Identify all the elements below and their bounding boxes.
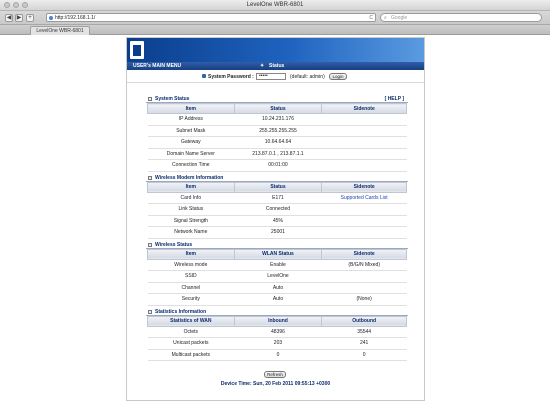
column-header: Sidenote — [322, 249, 407, 259]
item-cell: Security — [148, 294, 235, 306]
item-cell: IP Address — [148, 114, 235, 126]
login-button[interactable]: Login — [329, 73, 347, 80]
reload-icon[interactable]: C — [369, 15, 373, 21]
item-cell: Subnet Mask — [148, 125, 235, 137]
help-link[interactable]: [ HELP ] — [384, 96, 404, 102]
inbound-cell: 48396 — [234, 326, 322, 338]
item-cell: Octets — [148, 326, 235, 338]
table-row — [148, 259, 407, 271]
address-text: http://192.168.1.1/ — [55, 15, 96, 21]
wireless-status-table — [147, 249, 407, 306]
sidenote-cell — [322, 160, 407, 172]
supported-cards-link[interactable]: Supported Cards List — [322, 192, 407, 204]
page-header-banner — [127, 38, 424, 62]
column-header: Sidenote — [322, 182, 407, 192]
sidenote-cell — [322, 227, 407, 239]
site-globe-icon — [49, 16, 53, 20]
tab-bar — [0, 25, 550, 35]
table-row — [148, 204, 407, 216]
item-cell: Link Status — [148, 204, 235, 216]
section-marker-icon — [148, 310, 152, 314]
inbound-cell: 0 — [234, 349, 322, 361]
search-field[interactable] — [380, 13, 542, 22]
outbound-cell: 241 — [322, 338, 407, 350]
device-time: Device Time: Sun, 20 Feb 2011 09:55:13 +0300 — [220, 381, 331, 387]
status-cell: 00:01:00 — [234, 160, 322, 172]
column-header: Outbound — [322, 316, 407, 326]
sidenote-cell — [322, 114, 407, 126]
column-header: Statistics of WAN — [148, 316, 235, 326]
page-title: Status — [269, 63, 285, 69]
key-icon — [202, 74, 206, 78]
item-cell: Domain Name Server — [148, 148, 235, 160]
sidenote-cell — [322, 148, 407, 160]
section-marker-icon — [148, 243, 152, 247]
sidenote-cell — [322, 204, 407, 216]
refresh-button[interactable]: Refresh — [264, 371, 286, 378]
password-hint: (default: admin) — [290, 74, 325, 80]
add-bookmark-button[interactable]: + — [26, 14, 34, 22]
sidenote-cell — [322, 125, 407, 137]
column-header: Item — [148, 249, 235, 259]
table-row — [148, 271, 407, 283]
window-title: LevelOne WBR-6801 — [246, 2, 304, 8]
search-icon: ⌕ — [384, 15, 387, 21]
statistics-header — [146, 308, 408, 316]
sidenote-cell — [322, 137, 407, 149]
table-row — [148, 349, 407, 361]
status-cell: 25001 — [234, 227, 322, 239]
column-header: Status — [234, 104, 322, 114]
status-content — [146, 93, 408, 361]
wireless-status-header — [146, 241, 408, 249]
status-cell: Enable — [234, 259, 322, 271]
status-cell: Auto — [234, 282, 322, 294]
table-row — [148, 326, 407, 338]
column-header: Item — [148, 104, 235, 114]
table-row — [148, 137, 407, 149]
browser-titlebar — [0, 0, 550, 11]
main-menu-bar — [127, 62, 424, 70]
back-button[interactable]: ◀ — [6, 15, 12, 21]
column-header: Item — [148, 182, 235, 192]
browser-toolbar — [0, 11, 550, 25]
address-bar[interactable] — [46, 13, 376, 22]
table-row — [148, 192, 407, 204]
main-menu-title[interactable]: USER's MAIN MENU — [133, 63, 182, 69]
table-row — [148, 148, 407, 160]
table-row — [148, 227, 407, 239]
section-title: Wireless Modem Information — [155, 174, 224, 181]
login-row — [127, 70, 424, 83]
table-row — [148, 215, 407, 227]
sidenote-cell: (B/G/N Mixed) — [322, 259, 407, 271]
sidenote-cell: (None) — [322, 294, 407, 306]
status-cell: 45% — [234, 215, 322, 227]
statistics-table — [147, 316, 407, 362]
item-cell: Signal Strength — [148, 215, 235, 227]
column-header: Inbound — [234, 316, 322, 326]
outbound-cell: 35544 — [322, 326, 407, 338]
item-cell: SSID — [148, 271, 235, 283]
table-row — [148, 160, 407, 172]
item-cell: Card Info — [148, 192, 235, 204]
status-icon: ✦ — [260, 63, 265, 69]
tab-levelone[interactable]: LevelOne WBR-6801 — [30, 26, 90, 35]
outbound-cell: 0 — [322, 349, 407, 361]
item-cell: Channel — [148, 282, 235, 294]
table-row — [148, 125, 407, 137]
item-cell: Multicast packets — [148, 349, 235, 361]
status-cell: 213.87.0.1 , 213.87.1.1 — [234, 148, 322, 160]
wireless-modem-table — [147, 182, 407, 239]
item-cell: Wireless mode — [148, 259, 235, 271]
table-row — [148, 114, 407, 126]
column-header: Status — [234, 182, 322, 192]
section-title: System Status — [155, 96, 190, 102]
column-header: Sidenote — [322, 104, 407, 114]
sidenote-cell — [322, 215, 407, 227]
table-row — [148, 338, 407, 350]
status-cell: 10.24.231.176 — [234, 114, 322, 126]
section-title: Statistics Information — [155, 308, 207, 315]
sidenote-cell — [322, 271, 407, 283]
section-title: Wireless Status — [155, 241, 193, 248]
system-status-table — [147, 103, 407, 172]
sidenote-cell — [322, 282, 407, 294]
table-row — [148, 282, 407, 294]
status-cell: Auto — [234, 294, 322, 306]
status-cell: Connected — [234, 204, 322, 216]
item-cell: Unicast packets — [148, 338, 235, 350]
wireless-modem-header — [146, 174, 408, 182]
section-marker-icon — [148, 97, 152, 101]
column-header: WLAN Status — [234, 249, 322, 259]
table-row — [148, 294, 407, 306]
status-cell: LevelOne — [234, 271, 322, 283]
router-page — [126, 37, 425, 401]
inbound-cell: 203 — [234, 338, 322, 350]
item-cell: Gateway — [148, 137, 235, 149]
status-cell: 10.64.64.64 — [234, 137, 322, 149]
levelone-logo — [130, 41, 144, 59]
item-cell: Network Name — [148, 227, 235, 239]
search-placeholder: Google — [391, 15, 408, 21]
status-cell: E171 — [234, 192, 322, 204]
section-marker-icon — [148, 176, 152, 180]
forward-button[interactable]: ▶ — [16, 15, 22, 21]
status-cell: 255.255.255.255 — [234, 125, 322, 137]
system-status-header — [146, 95, 408, 103]
password-label: System Password : — [208, 74, 254, 80]
password-field[interactable]: ••••• — [256, 73, 286, 80]
item-cell: Connection Time — [148, 160, 235, 172]
